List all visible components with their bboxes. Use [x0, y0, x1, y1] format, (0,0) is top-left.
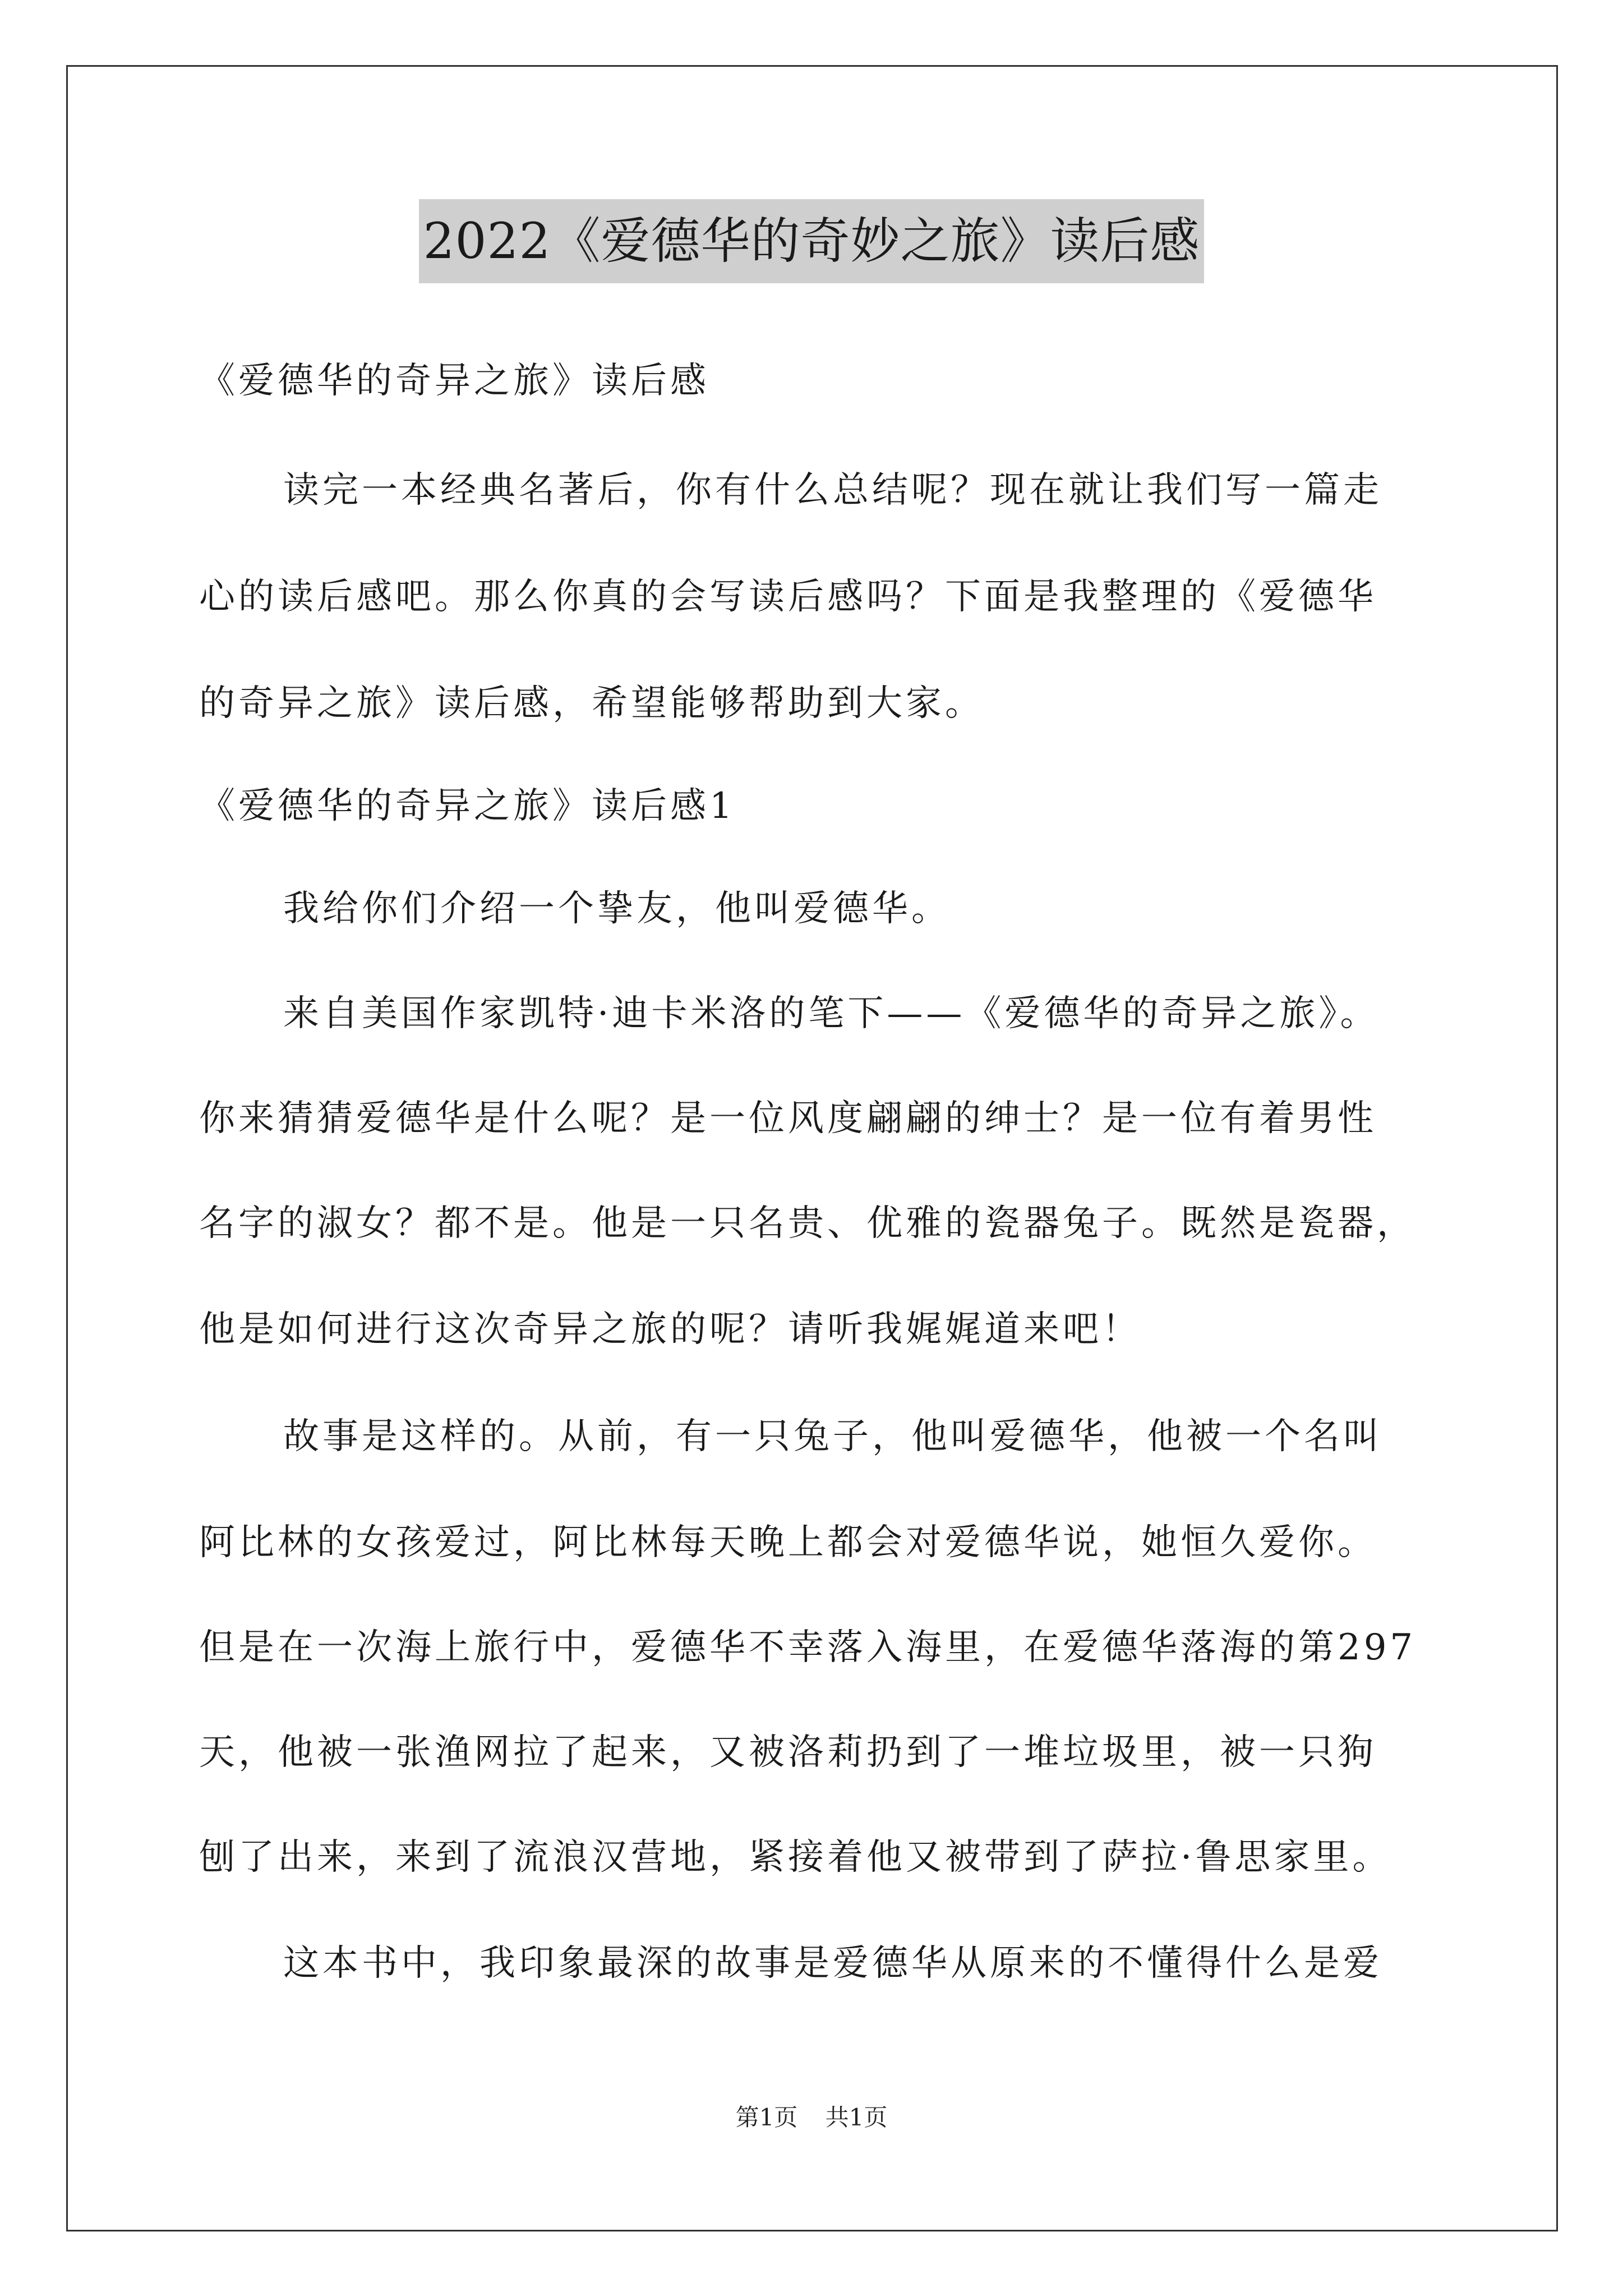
paragraph-line: 名字的淑女？都不是。他是一只名贵、优雅的瓷器兔子。既然是瓷器，: [199, 1203, 1416, 1244]
paragraph-line: 刨了出来，来到了流浪汉营地，紧接着他又被带到了萨拉·鲁思家里。: [199, 1837, 1392, 1878]
paragraph-line: 来自美国作家凯特·迪卡米洛的笔下——《爱德华的奇异之旅》。: [283, 993, 1380, 1034]
paragraph-line: 心的读后感吧。那么你真的会写读后感吗？下面是我整理的《爱德华: [199, 576, 1377, 618]
paragraph-line: 故事是这样的。从前，有一只兔子，他叫爱德华，他被一个名叫: [283, 1416, 1382, 1457]
paragraph-line: 这本书中，我印象最深的故事是爱德华从原来的不懂得什么是爱: [283, 1943, 1382, 1984]
paragraph-line: 他是如何进行这次奇异之旅的呢？请听我娓娓道来吧！: [199, 1309, 1141, 1350]
paragraph-line: 读完一本经典名著后，你有什么总结呢？现在就让我们写一篇走: [283, 470, 1382, 511]
paragraph-line: 我给你们介绍一个挚友，他叫爱德华。: [283, 888, 951, 930]
page-footer: [0, 2099, 1623, 2133]
paragraph-line: 天，他被一张渔网拉了起来，又被洛莉扔到了一堆垃圾里，被一只狗: [199, 1732, 1377, 1773]
paragraph-line: 的奇异之旅》读后感，希望能够帮助到大家。: [199, 683, 984, 724]
paragraph-line: 但是在一次海上旅行中，爱德华不幸落入海里，在爱德华落海的第297: [199, 1627, 1417, 1668]
subtitle-heading: 《爱德华的奇异之旅》读后感: [199, 360, 709, 402]
document-title: 2022《爱德华的奇妙之旅》读后感: [419, 199, 1205, 283]
title-container: [0, 199, 1623, 283]
page-number: 第1页: [735, 2104, 798, 2131]
paragraph-line: 阿比林的女孩爱过，阿比林每天晚上都会对爱德华说，她恒久爱你。: [199, 1522, 1377, 1563]
section-heading: 《爱德华的奇异之旅》读后感1: [199, 785, 736, 827]
paragraph-line: 你来猜猜爱德华是什么呢？是一位风度翩翩的绅士？是一位有着男性: [199, 1098, 1377, 1139]
page-total: 共1页: [825, 2104, 888, 2131]
